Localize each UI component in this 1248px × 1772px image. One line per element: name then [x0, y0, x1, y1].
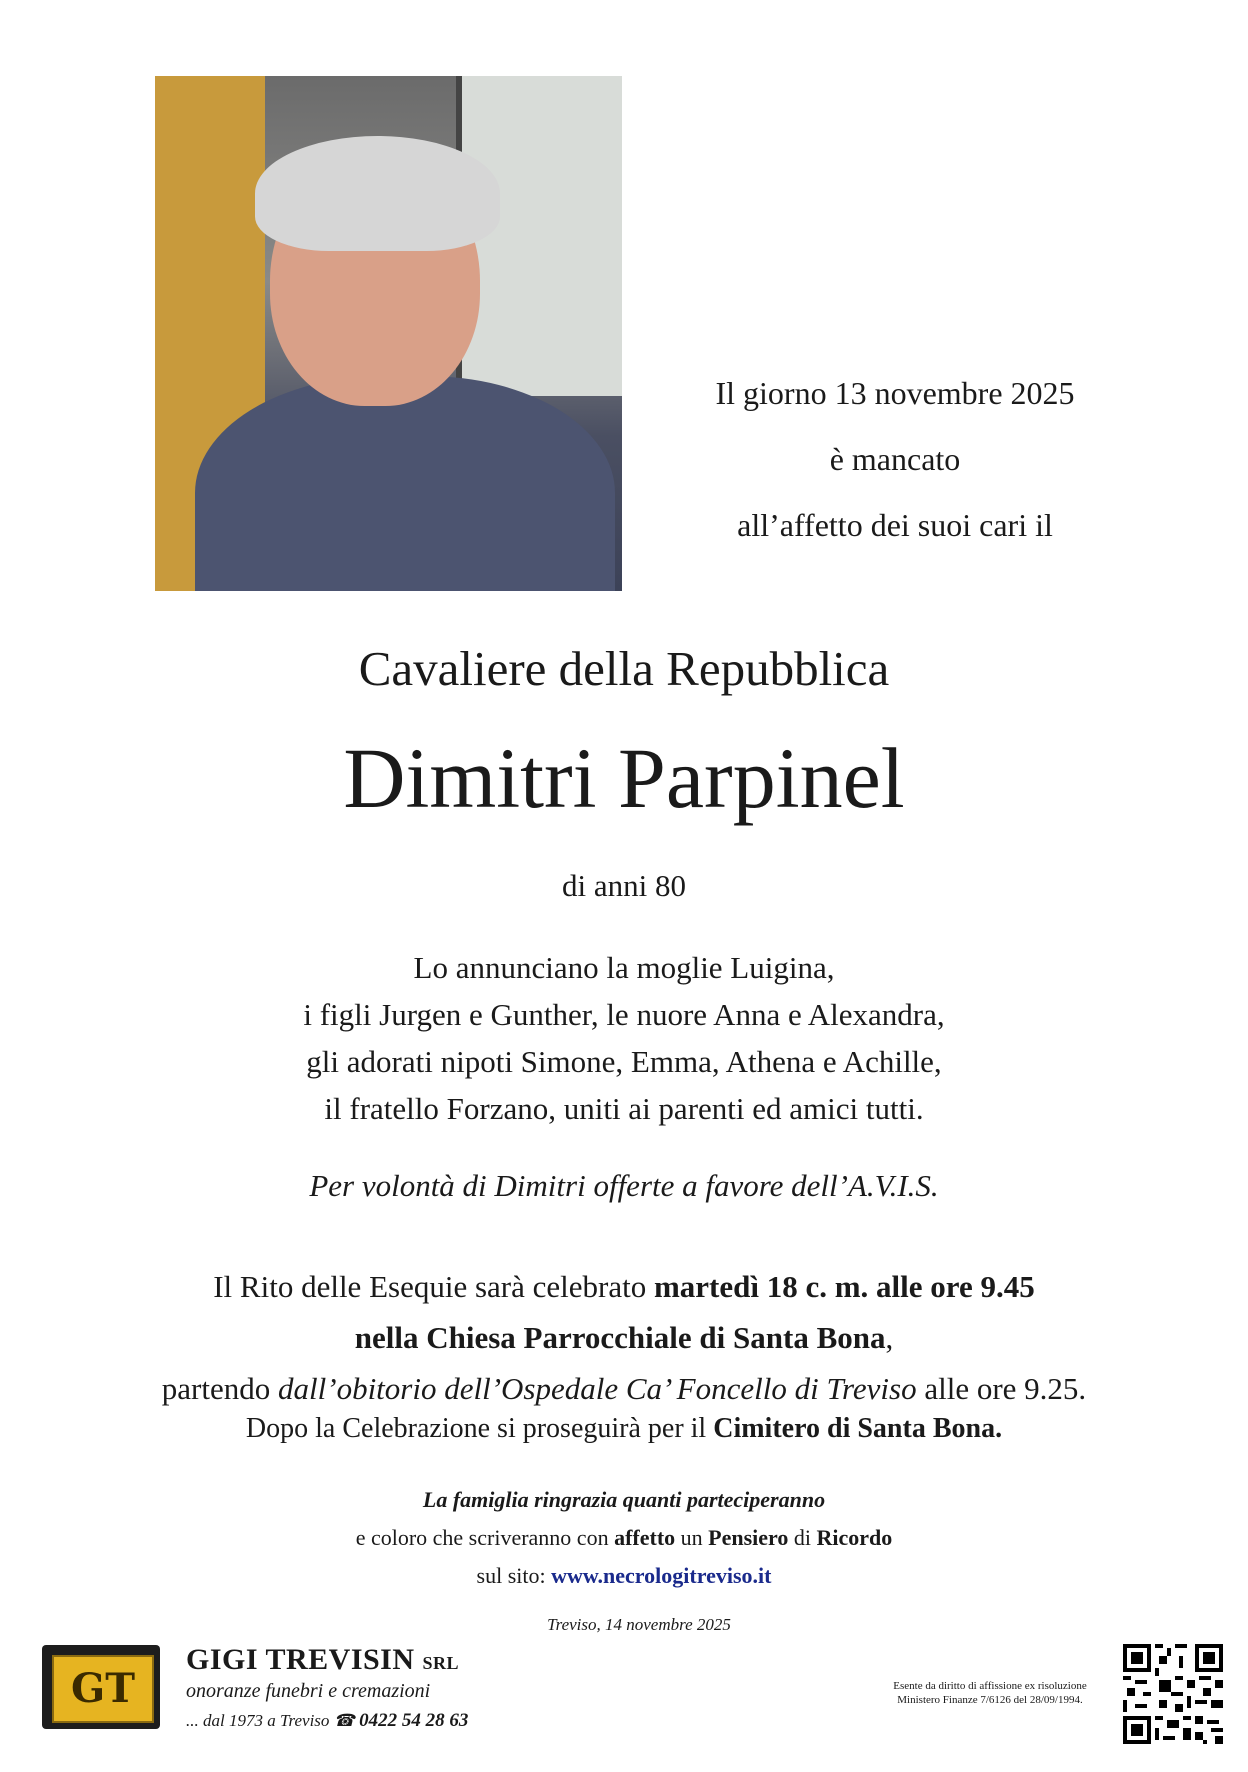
- thanks-text: un: [675, 1525, 709, 1550]
- company-contact: [186, 1710, 468, 1732]
- funeral-line-2: [0, 1312, 1248, 1363]
- cemetery-text: Dopo la Celebrazione si proseguirà per il: [245, 1413, 714, 1444]
- intro-line-passed: è mancato: [829, 441, 961, 477]
- exempt-line-2: Ministero Finanze 7/6126 del 28/09/1994.: [897, 1694, 1083, 1706]
- thanks-line-2: [0, 1519, 1248, 1557]
- thanks-text: di: [788, 1525, 817, 1550]
- company-subtitle: onoranze funebri e cremazioni: [186, 1680, 431, 1702]
- funeral-comma: ,: [885, 1320, 894, 1355]
- donation-note: Per volontà di Dimitri offerte a favore dell’A.V.I.S.: [309, 1168, 939, 1203]
- funeral-datetime: martedì 18 c. m. alle ore 9.45: [653, 1269, 1035, 1304]
- funeral-departure-time: alle ore 9.25.: [916, 1371, 1087, 1406]
- tax-exemption-note: [860, 1679, 1120, 1707]
- photo-shirt: [195, 376, 615, 591]
- thanks-line-3: [0, 1557, 1248, 1595]
- thanks-text: e coloro che scriveranno con: [355, 1525, 615, 1550]
- intro-line-date: Il giorno 13 novembre 2025: [715, 375, 1075, 411]
- company-name-text: GIGI TREVISIN: [186, 1643, 415, 1676]
- company-name: [186, 1643, 459, 1677]
- family-announcement: [0, 944, 1248, 1132]
- phone-icon: ☎: [333, 1711, 355, 1730]
- intro-line-affection: all’affetto dei suoi cari il: [737, 507, 1053, 543]
- company-logo: [42, 1645, 160, 1729]
- company-since: ... dal 1973 a Treviso: [186, 1711, 334, 1730]
- announce-line: il fratello Forzano, uniti ai parenti ed amici tutti.: [324, 1091, 924, 1126]
- photo-hair: [255, 136, 500, 251]
- deceased-name: Dimitri Parpinel: [343, 730, 905, 826]
- funeral-line-3: [0, 1363, 1248, 1414]
- funeral-text: Il Rito delle Esequie sarà celebrato: [213, 1269, 654, 1304]
- thanks-line-1: [0, 1481, 1248, 1519]
- funeral-details: [0, 1261, 1248, 1414]
- cemetery-note: [0, 1413, 1248, 1445]
- company-suffix: SRL: [422, 1653, 460, 1673]
- thanks-pensiero: Pensiero: [708, 1525, 789, 1550]
- qr-code[interactable]: [1123, 1644, 1223, 1744]
- announce-line: i figli Jurgen e Gunther, le nuore Anna e Alexandra,: [303, 997, 945, 1032]
- exempt-line-1: Esente da diritto di affissione ex risoluzione: [893, 1680, 1087, 1692]
- death-announcement: [660, 360, 1130, 558]
- thanks-heading: La famiglia ringrazia quanti parteciperanno: [422, 1487, 826, 1512]
- funeral-church: nella Chiesa Parrocchiale di Santa Bona: [354, 1320, 886, 1355]
- thanks-ricordo: Ricordo: [816, 1525, 893, 1550]
- thanks-affetto: affetto: [614, 1525, 676, 1550]
- portrait-photo: [155, 76, 622, 591]
- publication-date: Treviso, 14 novembre 2025: [547, 1615, 731, 1634]
- site-label: sul sito:: [476, 1563, 552, 1588]
- family-thanks: [0, 1481, 1248, 1595]
- announce-line: gli adorati nipoti Simone, Emma, Athena e Achille,: [306, 1044, 942, 1079]
- announce-line: Lo annunciano la moglie Luigina,: [413, 950, 835, 985]
- honorific-title: Cavaliere della Repubblica: [358, 641, 890, 696]
- website-link[interactable]: www.necrologitreviso.it: [551, 1563, 772, 1588]
- funeral-line-1: [0, 1261, 1248, 1312]
- deceased-age: di anni 80: [562, 868, 686, 903]
- logo-monogram: GT: [52, 1655, 154, 1723]
- cemetery-name: Cimitero di Santa Bona.: [713, 1413, 1003, 1444]
- funeral-departure-place: dall’obitorio dell’Ospedale Ca’ Foncello di Treviso: [278, 1371, 917, 1406]
- funeral-departure-text: partendo: [161, 1371, 279, 1406]
- phone-number[interactable]: 0422 54 28 63: [359, 1710, 469, 1731]
